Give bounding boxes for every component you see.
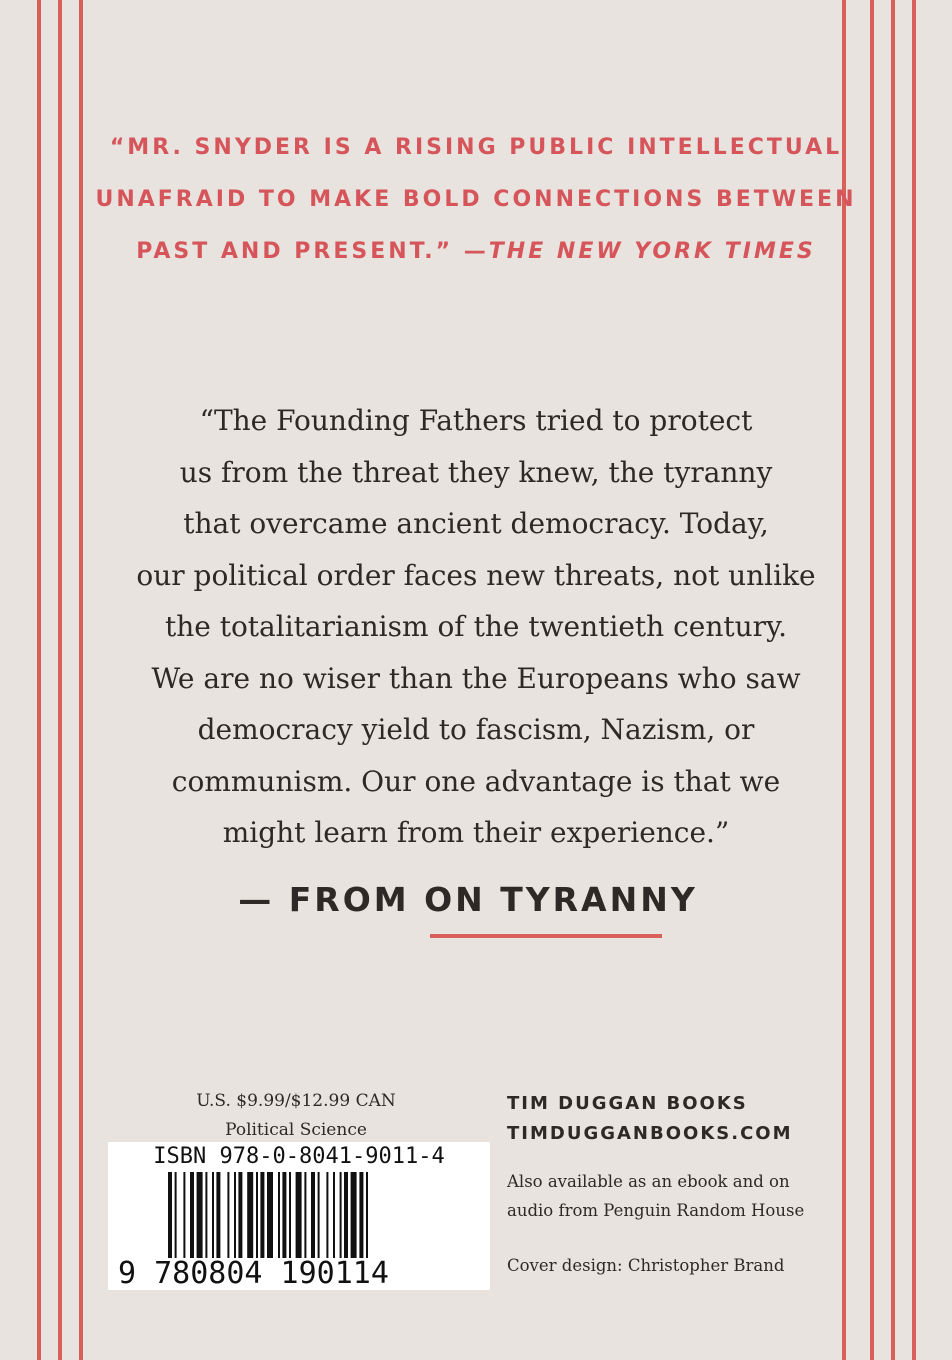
main-quote-line: the totalitarianism of the twentieth century.	[164, 610, 788, 643]
main-quote-line: that overcame ancient democracy. Today,	[183, 507, 769, 540]
main-quote-line: us from the threat they knew, the tyranny	[179, 455, 773, 489]
main-quote-line: “The Founding Fathers tried to protect	[199, 404, 753, 437]
review-quote-line-3	[0, 226, 952, 278]
review-quote	[0, 122, 952, 278]
main-quote-line: might learn from their experience.”	[222, 816, 730, 849]
availability-line-2: audio from Penguin Random House	[507, 1201, 805, 1220]
publisher-name: TIM DUGGAN BOOKS	[507, 1093, 748, 1114]
isbn-label: ISBN 978-0-8041-9011-4	[153, 1144, 445, 1169]
main-quote-line: democracy yield to fascism, Nazism, or	[197, 713, 755, 746]
main-quote	[0, 395, 952, 859]
cover-design-credit: Cover design: Christopher Brand	[507, 1256, 785, 1275]
main-quote-line: communism. Our one advantage is that we	[171, 764, 781, 798]
publisher-website: TIMDUGGANBOOKS.COM	[507, 1123, 793, 1144]
review-quote-text: PAST AND PRESENT.” —	[136, 239, 489, 264]
price-label: U.S. $9.99/$12.99 CAN	[196, 1091, 396, 1111]
main-quote-line: We are no wiser than the Europeans who saw	[151, 661, 801, 695]
review-quote-source: THE NEW YORK TIMES	[488, 239, 816, 264]
review-quote-line-2: UNAFRAID TO MAKE BOLD CONNECTIONS BETWEEN	[95, 187, 857, 212]
availability-line-1: Also available as an ebook and on	[507, 1172, 790, 1191]
attribution-underline	[430, 934, 662, 938]
quote-attribution: — FROM ON TYRANNY	[238, 880, 698, 919]
isbn-digits: 9 780804 190114	[118, 1256, 389, 1291]
main-quote-line: our political order faces new threats, not unlike	[136, 558, 816, 592]
category-label: Political Science	[225, 1120, 367, 1140]
review-quote-line-1: “MR. SNYDER IS A RISING PUBLIC INTELLECTUAL	[109, 135, 843, 160]
barcode	[108, 1142, 490, 1290]
barcode-bars-icon	[168, 1172, 430, 1258]
